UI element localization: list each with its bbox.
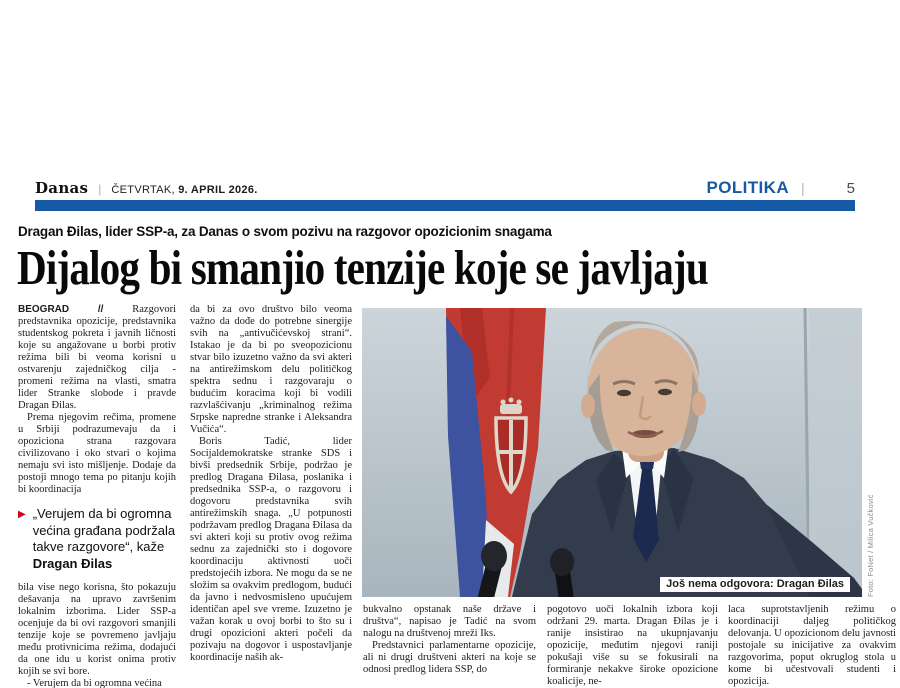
body-column-1 [18, 304, 176, 688]
section-group [706, 178, 855, 198]
dateline-city: BEOGRAD [18, 304, 70, 315]
issue-date [111, 184, 257, 196]
pullquote-body [33, 506, 176, 572]
body-column-3 [363, 604, 536, 688]
paragraph: Prema njegovim rečima, promene u Srbiji podrazumevaju da i opoziciona strana razgovara civilizovano i oko stvari o kojima nemaju svi isto mišljenje. Dodaje da postoji mnogo tema po pitanju kojih bi koordinacija [18, 412, 176, 495]
article-photo [362, 308, 862, 597]
paragraph: laca suprotstavljenih režimu o koordinaciji daljeg političkog delovanja. U opozicionom delu javnosti postojale su inicijative za ovakvim razgovorima, poput okruglog stola u kome bi učestvovali studenti i opozicija. [728, 604, 896, 687]
section-label: POLITIKA [706, 178, 790, 197]
photo-illustration [362, 308, 862, 597]
paragraph: bila vise nego korisna, što pokazuju dešavanja na upravo završenim lokalnim izborima. Lider SSP-a ocenjuje da bi ovi razgovori smanjili tenzije koje se povremeno javljaju među protivnicima režima, dodajući da one idu u korist onima protiv kojih se svi bore. [18, 582, 176, 677]
issue-date-full: 9. APRIL 2026. [178, 184, 258, 196]
paragraph: Predstavnici parlamentarne opozicije, ali ni drugi društveni akteri na koje se odnosi predlog lidera SSP, do [363, 640, 536, 675]
pull-quote [18, 506, 176, 572]
photo-caption: Još nema odgovora: Dragan Đilas [660, 577, 850, 592]
body-column-5 [728, 604, 896, 688]
pullquote-text: „Verujem da bi ogromna većina građana podržala takve razgovore“, kaže [32, 506, 176, 554]
headline: Dijalog bi smanjio tenzije koje se javljaju [17, 240, 708, 295]
photo-credit: Foto: FoNet / Milica Vučković [866, 494, 875, 597]
masthead-group [35, 179, 258, 197]
paragraph: bukvalno opstanak naše države i društva“, napisao je Tadić na svom nalogu na društvenoj mreži Iks. [363, 604, 536, 639]
paragraph: BEOGRAD // Razgovori predstavnika opozicije, predstavnika studentskog pokreta i javnih ličnosti koje su angažovane u borbi protiv režima bili bi veoma korisni u ostvarenju zajedničkog cilja - promeni režima na vlasti, smatra lider Stranke slobode i pravde Dragan Đilas. [18, 304, 176, 411]
paragraph: da bi za ovo društvo bilo veoma važno da dođe do potrebne sinergije svih na „antivučićevskoj strani“. Istakao je da bi po sveopozicionu stvar bilo izuzetno važno da svi akteri na antirežimskom delu političkog spektra sednu i razgovaraju o budućim koracima koji bi vodili razvlašćivanju „kriminalnog režima Srpske napredne stranke i Aleksandra Vučića“. [190, 304, 352, 435]
kicker: Dragan Đilas, lider SSP-a, za Danas o svom pozivu na razgovor opozicionim snagama [18, 224, 552, 239]
section-rule [35, 200, 855, 211]
masthead-logo: Danas [35, 179, 89, 197]
paragraph: - Verujem da bi ogromna većina [27, 678, 162, 688]
header-divider: | [98, 182, 102, 196]
page-number: 5 [846, 180, 855, 197]
body-column-4 [547, 604, 718, 688]
pullquote-marker-icon: ▶ [18, 509, 26, 520]
pullquote-author: Dragan Đilas [32, 555, 113, 571]
issue-date-weekday: ČETVRTAK, [111, 184, 175, 196]
paragraph: pogotovo uoči lokalnih izbora koji održani 29. marta. Dragan Đilas je i ranije insistirao na ukupnjavanju opozicije, međutim njegovi raniji pokušaji više su se fokusirali na formiranje nekakve široke opozicione koalicije, ne- [547, 604, 718, 687]
body-column-2 [190, 304, 352, 688]
page-header [35, 178, 855, 198]
dateline-separator: // [69, 304, 133, 315]
paragraph: Boris Tadić, lider Socijaldemokratske stranke SDS i bivši predsednik Srbije, podržao je predlog Dragana Đilasa, poslanika i predsednika SSP-a, o razgovoru i dogovoru predstavnika svih antirežimskih snaga. „U potpunosti podržavam predlog Dragana Đilasa da svi akteri koji su protiv ovog režima sednu za zajednički sto i dogovore koordinaciju aktivnosti uoči predstojećih izbora. Ne mogu da se ne složim sa ovakvim predlogom, budući da javno i nedvosmisleno upućujem identičan apel sve vreme. Izuzetno je važan korak u ovoj borbi to što su i drugi opozicioni akteri počeli da pozivaju na dogovor i uspostavljanje koordinacije naših ak- [190, 436, 352, 663]
section-divider: | [801, 180, 805, 196]
